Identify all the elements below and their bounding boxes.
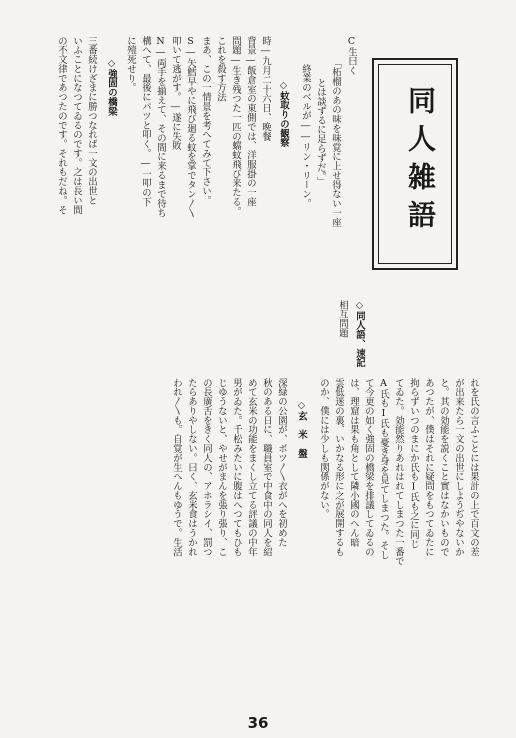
mosquito-line-3: 問題―生き残つた一匹の蟷蚊飛び来たる。 — [230, 36, 241, 217]
mosquito-line-9: 構へて、最後にパツと叩く。―一叩の下 — [140, 36, 151, 207]
rice-line-7: たらありやしない。曰く、玄米食はうかれ — [186, 378, 197, 557]
right-line-10: 雲低迷の裏、いかなる形に之が展開するも — [333, 378, 344, 557]
page-number: 36 — [247, 714, 269, 732]
right-line-6: てゐた。効能然りあれはれてしまつた一番で — [393, 378, 404, 566]
taste-line-2: とは談ずるに足らずだ。」 — [315, 78, 326, 186]
rice-line-3: めて玄米の功能をまくし立てる評議の中年 — [246, 378, 257, 557]
mosquito-line-10: に殪死せり。 — [125, 36, 136, 93]
right-line-1: れを氏の言ふことには果計の上で百文の差 — [468, 378, 479, 557]
right-line-7: A氏もI氏も憂き身を見てしまつた。そし — [378, 378, 389, 560]
mosquito-line-5: まあ、この一情景を考へてみて下さい。 — [200, 36, 211, 206]
bridge-line-2: いふことになつてゐるのです。之は長い間 — [71, 36, 82, 215]
right-line-4: あつたが、僕はそれに疑問をもつてゐたに — [423, 378, 434, 557]
right-line-9: は、理窟は果も角として隣小國のへん暗 — [348, 378, 359, 548]
rice-line-5: じゆうないと、やせがまんを張り張り、こ — [216, 378, 227, 557]
mosquito-line-1: 時―九月二十六日、晩餐 — [260, 36, 271, 141]
right-line-2: が出来たら一文の出世にしようぢやないか — [453, 378, 464, 557]
mosquito-line-6: S―矢鱈早やに飛び廻る蚊を掌でタン〳〵 — [185, 36, 196, 218]
mosquito-heading: ◇蚊取りの観察 — [278, 80, 289, 148]
right-line-8: て今更の如く強固の橋梁を排議してゐるの — [363, 378, 374, 557]
mosquito-line-2: 背景―飯倉室の東側では、洋服掛の一座 — [245, 36, 256, 207]
mosquito-line-7: 叩いて逃がす。―遂に失敗 — [170, 36, 181, 151]
rice-line-6: の長廣舌をきく同人の、アホラシイ、罰つ — [201, 378, 212, 557]
right-line-3: と。其の効能を説くこと實はなかいもので — [438, 378, 449, 557]
bridge-heading: ◇強固の橋梁 — [106, 58, 117, 116]
rice-line-2: 秋のある日に、職員室で中食中の同人を紹 — [261, 378, 272, 557]
bridge-line-3: の不文律であつたのです。それもだね。そ — [56, 36, 67, 215]
taste-line-1: 「柘榴のあの味を味覚に上せ得ない一座 — [330, 58, 341, 228]
rice-line-8: われ〳〵も。自覚が生へんもゆうで。生活 — [171, 378, 182, 557]
rice-line-4: 男がゐた。千松みたいに腹はへつてもひも — [231, 378, 242, 557]
right-line-11: のか、僕には少しも関係がない。 — [318, 378, 329, 519]
mosquito-line-8: N―両手を揃えて、その間に来るまで待ち — [155, 36, 166, 218]
talk-heading: ◇同人語、速記 — [354, 300, 365, 368]
mosquito-line-4: これを殺す方法 — [215, 36, 226, 102]
bridge-line-1: 三番続けざまに勝つなれば一文の出世と — [86, 36, 97, 206]
talk-line-1: 相互問題 — [337, 300, 348, 338]
rice-heading: ◇玄 米 盤 — [296, 400, 307, 458]
page-title: 同人雑語 — [404, 86, 437, 238]
rice-line-1: 深緑の公園が、ボツ〳〵衣がへを初めた — [276, 378, 287, 548]
c-says-label: C生曰く — [346, 36, 357, 76]
right-line-5: 拘らずいつのまにか氏もI氏も之に同じ — [408, 378, 419, 549]
taste-line-3: 終業のベルが――リン・リーン。 — [300, 64, 311, 209]
